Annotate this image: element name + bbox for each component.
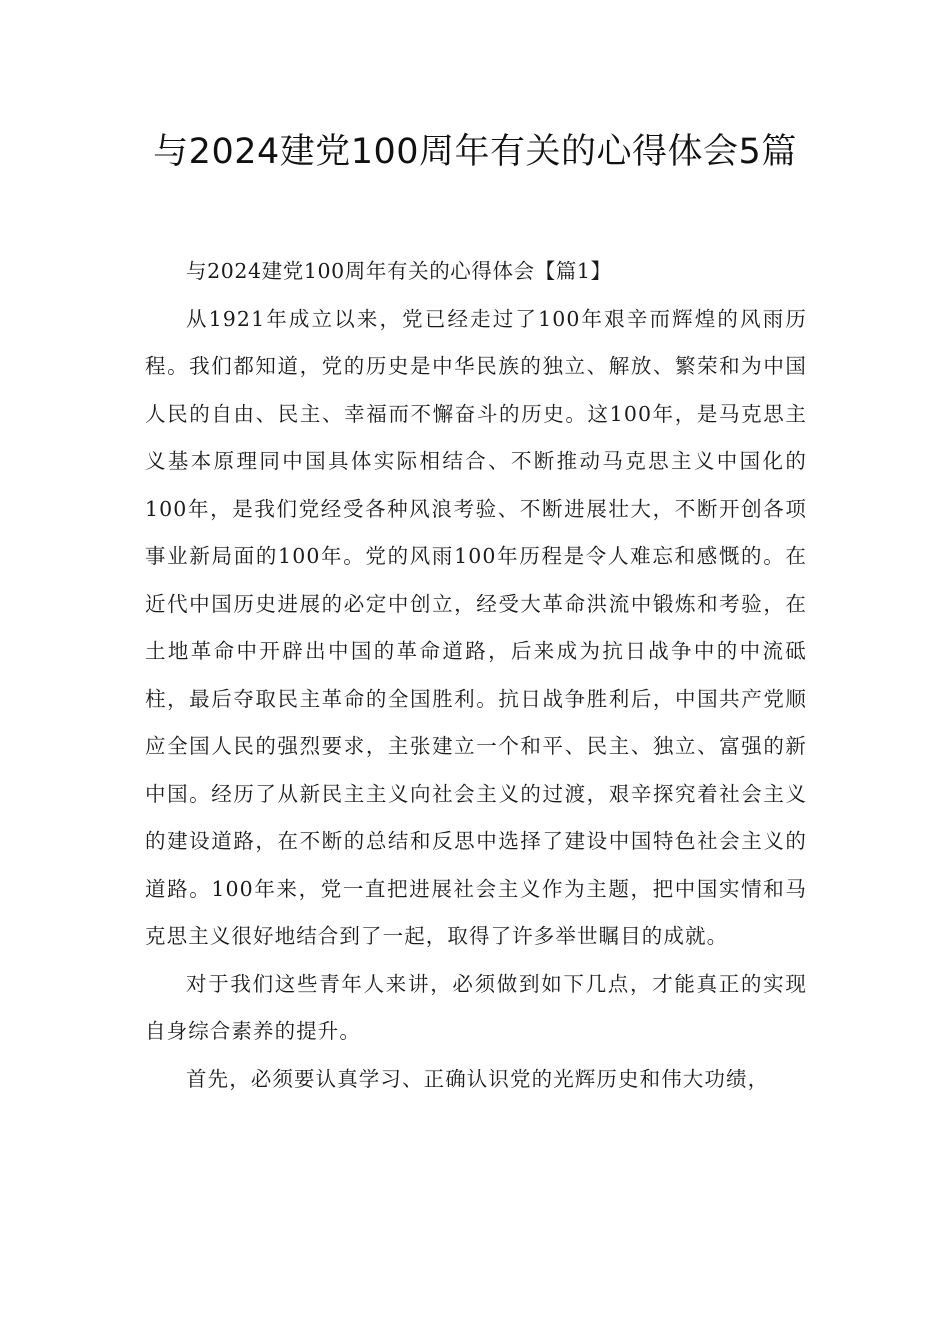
- document-title: 与2024建党100周年有关的心得体会5篇: [153, 132, 797, 172]
- paragraph-youth: 对于我们这些青年人来讲，必须做到如下几点，才能真正的实现自身综合素养的提升。: [145, 971, 807, 1043]
- paragraph-first: 首先，必须要认真学习、正确认识党的光辉历史和伟大功绩，: [186, 1066, 770, 1091]
- document-body: [145, 248, 807, 1103]
- section-heading: 与2024建党100周年有关的心得体会【篇1】: [186, 259, 612, 283]
- paragraph-history: 从1921年成立以来，党已经走过了100年艰辛而辉煌的风雨历程。我们都知道，党的历史是中华民族的独立、解放、繁荣和为中国人民的自由、民主、幸福而不懈奋斗的历史。这100年，是马克思主义基本原理同中国具体实际相结合、不断推动马克思主义中国化的100年，是我们党经受各种风浪考验、不断进展壮大，不断开创各项事业新局面的100年。党的风雨100年历程是令人难忘和感慨的。在近代中国历史进展的必定中创立，经受大革命洪流中锻炼和考验，在土地革命中开辟出中国的革命道路，后来成为抗日战争中的中流砥柱，最后夺取民主革命的全国胜利。抗日战争胜利后，中国共产党顺应全国人民的强烈要求，主张建立一个和平、民主、独立、富强的新中国。经历了从新民主主义向社会主义的过渡，艰辛探究着社会主义的建设道路，在不断的总结和反思中选择了建设中国特色社会主义的道路。100年来，党一直把进展社会主义作为主题，把中国实情和马克思主义很好地结合到了一起，取得了许多举世瞩目的成就。: [145, 306, 807, 948]
